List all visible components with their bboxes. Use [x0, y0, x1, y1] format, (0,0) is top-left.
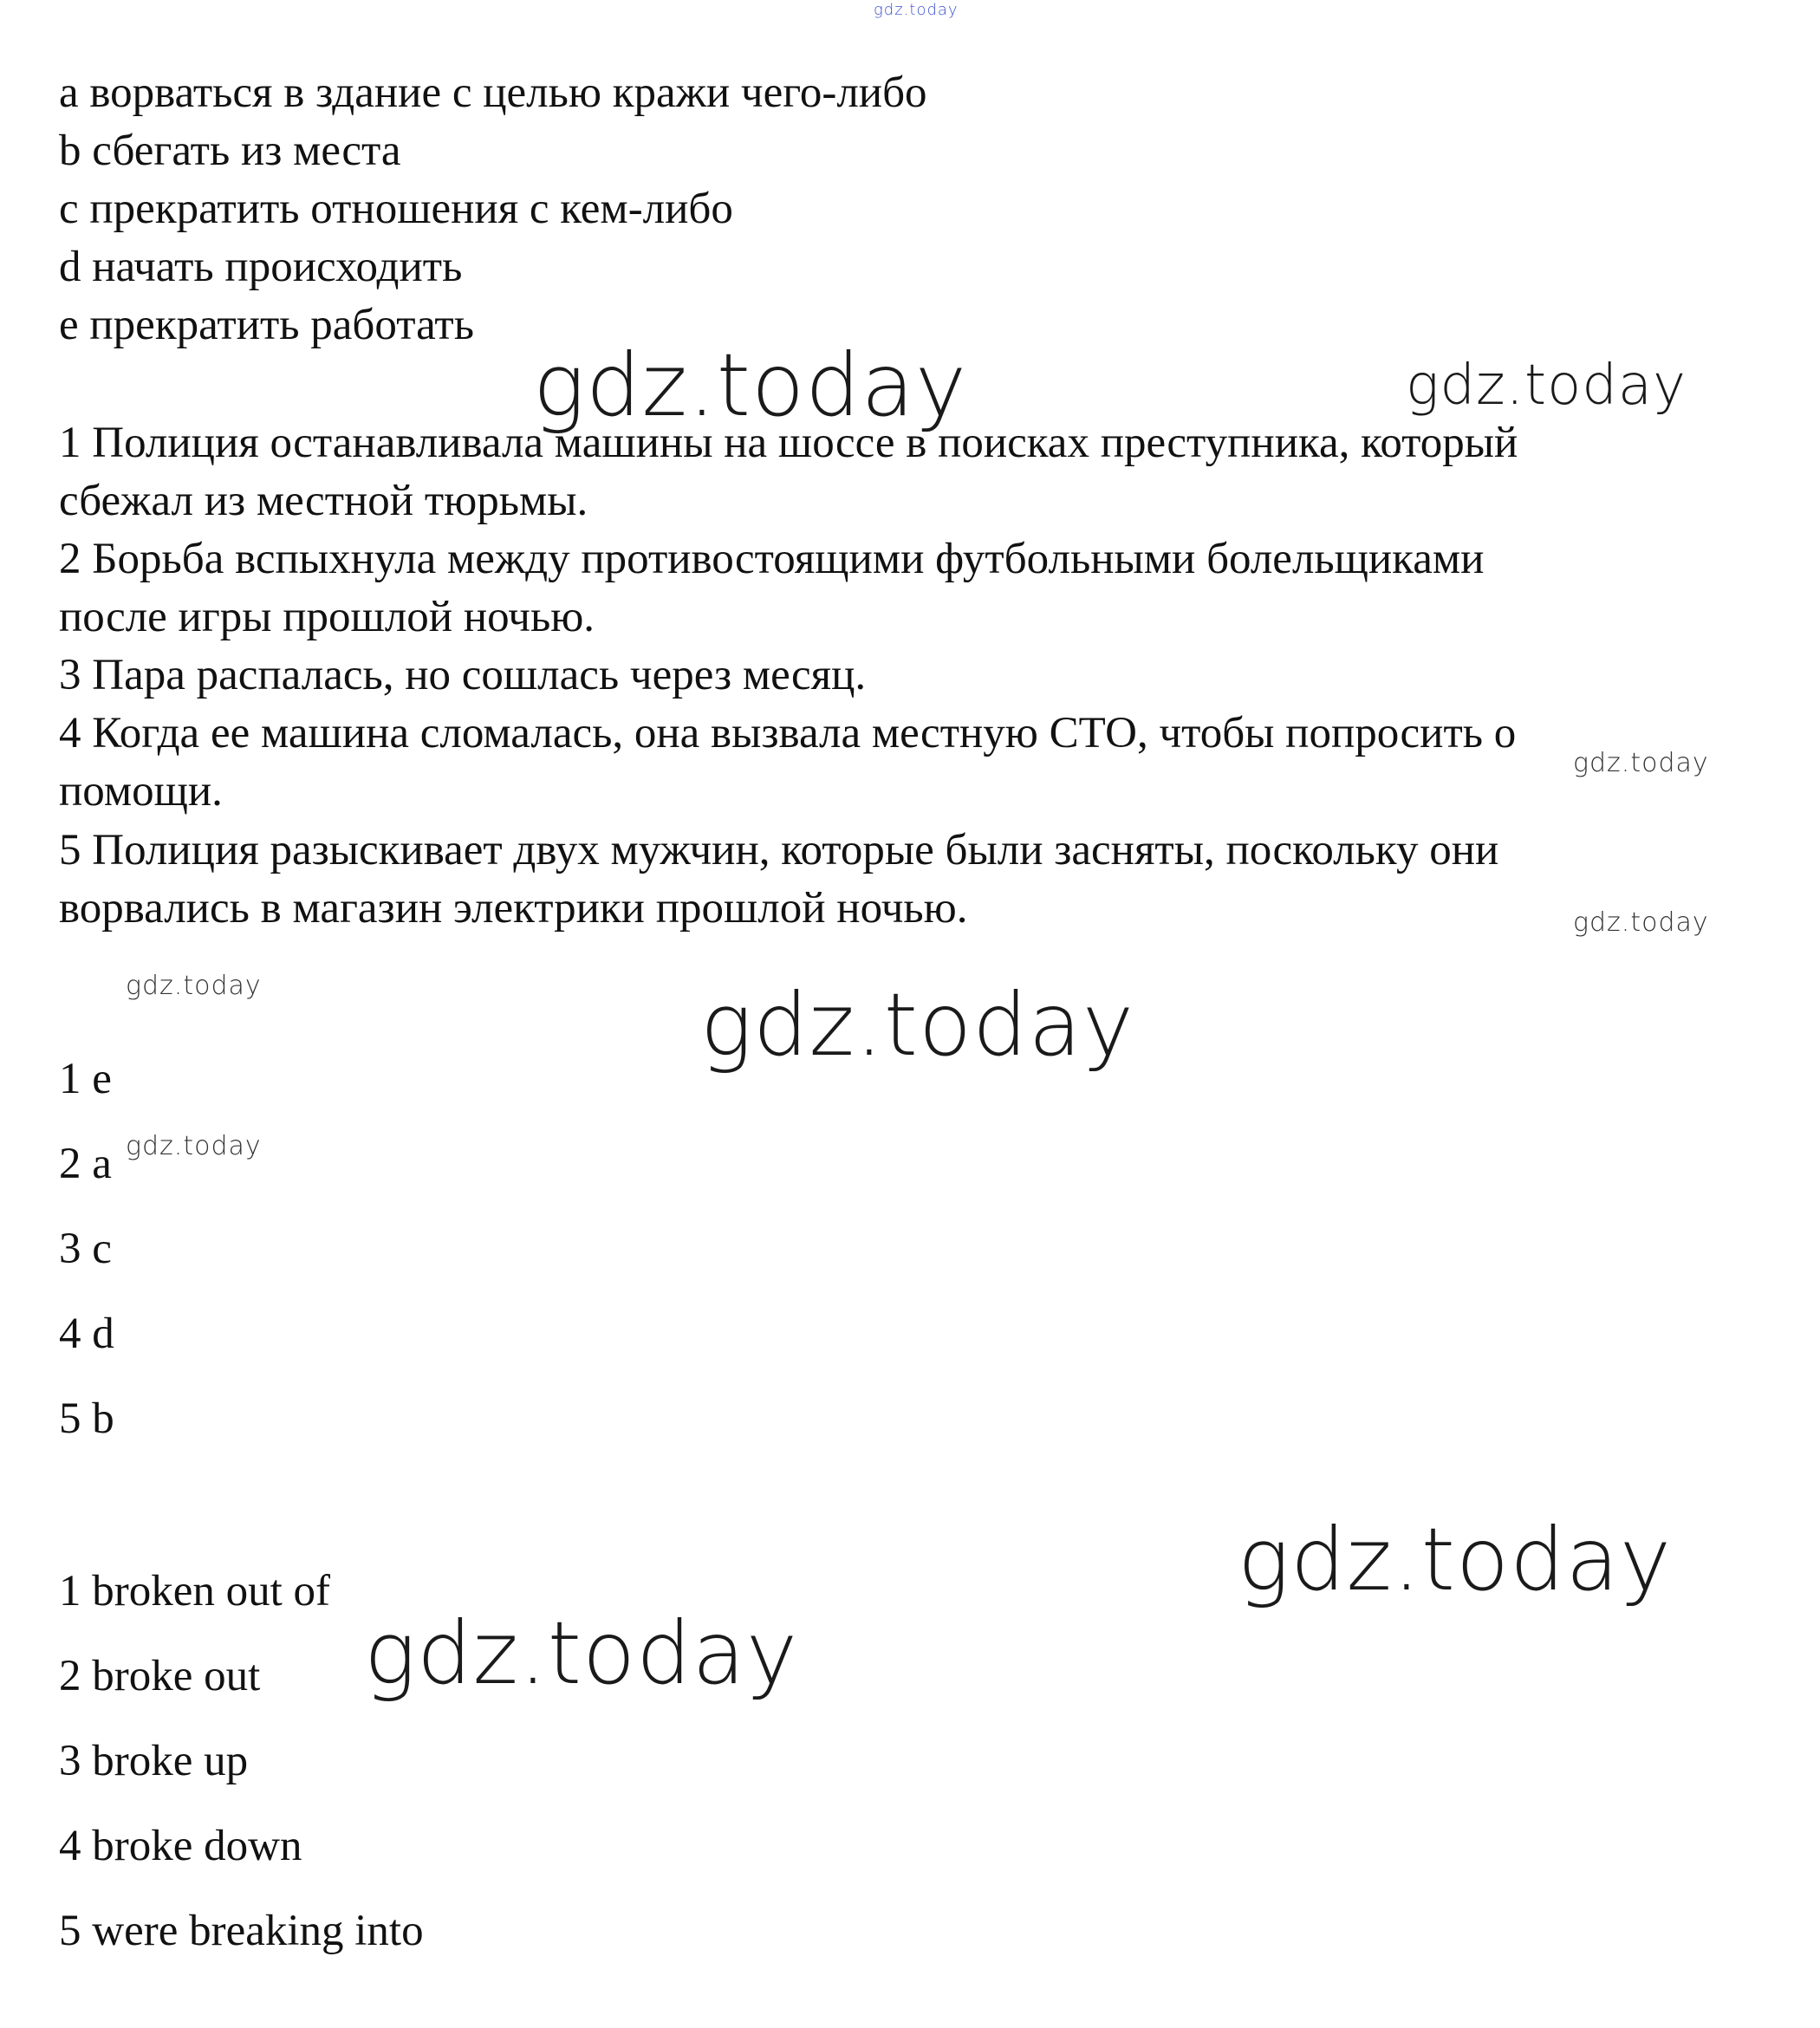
sentence-line: после игры прошлой ночью.	[59, 593, 595, 641]
answer-item: 4 broke down	[59, 1822, 302, 1870]
sentence-line: 5 Полиция разыскивает двух мужчин, которые были засняты, поскольку они	[59, 826, 1499, 874]
sentence-line: помощи.	[59, 767, 223, 816]
watermark-small: gdz.today	[126, 971, 262, 1001]
definition-a: a ворваться в здание с целью кражи чего-либо	[59, 68, 927, 117]
sentence-line: ворвались в магазин электрики прошлой ночью.	[59, 884, 968, 933]
definition-b: b сбегать из места	[59, 127, 401, 175]
match-item: 4 d	[59, 1310, 114, 1358]
answer-item: 5 were breaking into	[59, 1907, 424, 1955]
watermark-large: gdz.today	[700, 974, 1135, 1076]
sentence-line: 1 Полиция останавливала машины на шоссе в поисках преступника, который	[59, 419, 1518, 467]
answer-item: 1 broken out of	[59, 1567, 331, 1615]
match-item: 1 e	[59, 1055, 112, 1103]
match-item: 5 b	[59, 1394, 114, 1443]
answer-item: 3 broke up	[59, 1737, 249, 1785]
sentence-line: 4 Когда ее машина сломалась, она вызвала местную СТО, чтобы попросить о	[59, 709, 1517, 757]
sentence-line: 3 Пара распалась, но сошлась через месяц.	[59, 651, 867, 699]
definition-c: c прекратить отношения с кем-либо	[59, 185, 733, 233]
definition-d: d начать происходить	[59, 243, 463, 291]
watermark-large: gdz.today	[364, 1602, 799, 1704]
match-item: 3 c	[59, 1225, 112, 1273]
watermark-small: gdz.today	[1573, 748, 1709, 778]
match-item: 2 a	[59, 1140, 112, 1188]
answer-item: 2 broke out	[59, 1652, 261, 1700]
watermark-large: gdz.today	[1238, 1509, 1673, 1610]
watermark-small: gdz.today	[126, 1131, 262, 1161]
watermark-small: gdz.today	[1573, 907, 1709, 938]
watermark-medium: gdz.today	[1406, 354, 1687, 418]
sentence-line: сбежал из местной тюрьмы.	[59, 477, 588, 525]
definition-e: e прекратить работать	[59, 301, 474, 349]
watermark-top: gdz.today	[874, 1, 959, 19]
watermark-large: gdz.today	[533, 335, 968, 436]
sentence-line: 2 Борьба вспыхнула между противостоящими футбольными болельщиками	[59, 535, 1485, 583]
